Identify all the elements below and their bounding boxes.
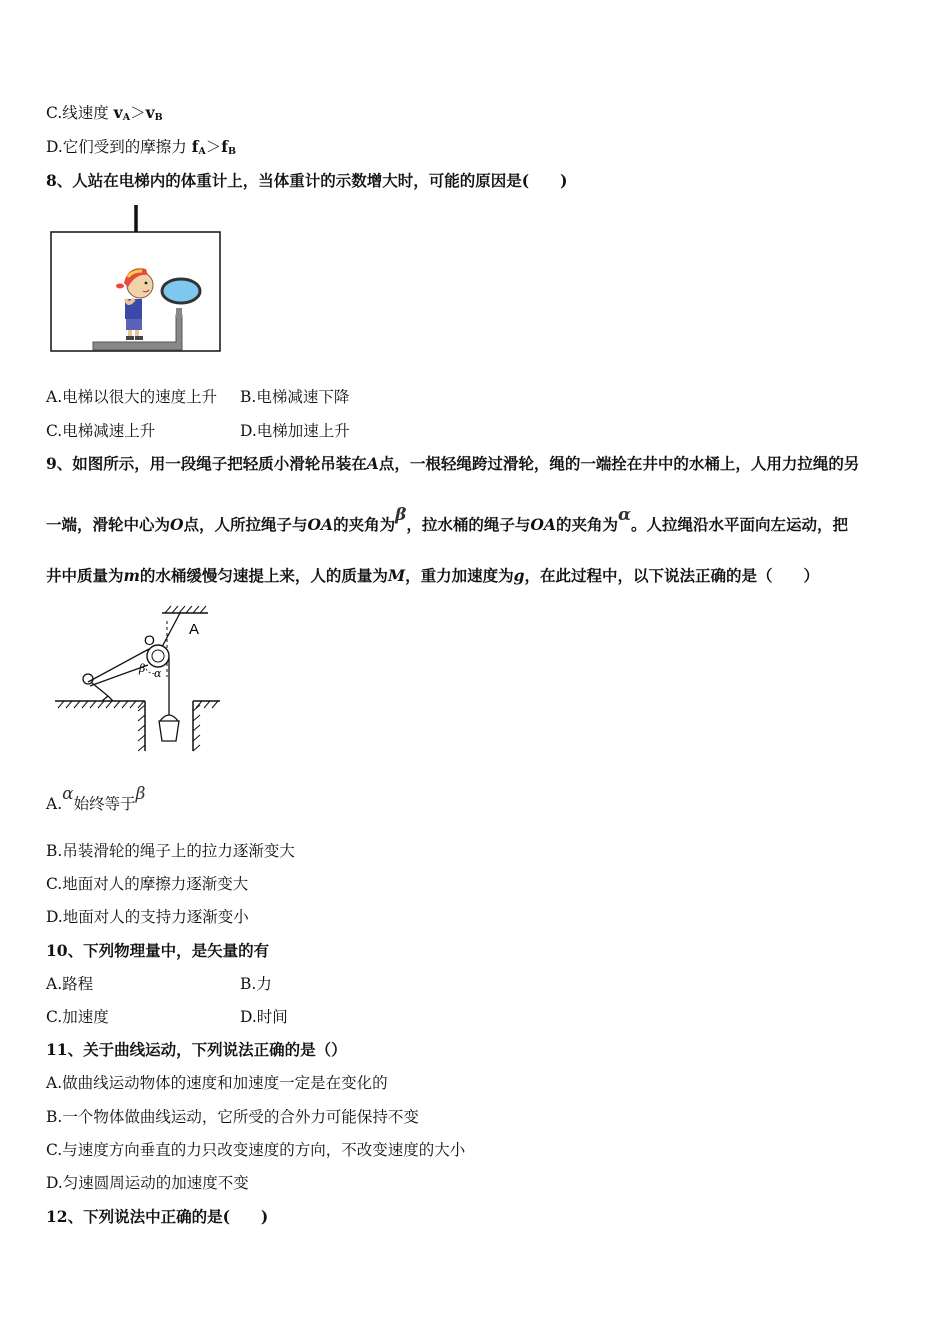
text: 井中质量为	[46, 566, 124, 585]
q9-option-d: D.地面对人的支持力逐渐变小	[46, 908, 249, 926]
alpha-symbol: α	[62, 784, 74, 804]
q8-option-a: A.电梯以很大的速度上升	[46, 388, 218, 406]
text: ，在此过程中，以下说法正确的是（ ）	[524, 566, 819, 585]
q8-elevator-figure	[48, 203, 224, 355]
var-v: v	[145, 103, 155, 122]
var-o: O	[170, 515, 184, 534]
sub-b: B	[227, 146, 236, 157]
q7-option-d	[46, 137, 236, 162]
q9-option-b: B.吊装滑轮的绳子上的拉力逐渐变大	[46, 842, 295, 860]
ceiling-hatch	[165, 606, 206, 613]
text: 的水桶缓慢匀速提上来，人的质量为	[139, 566, 388, 585]
beta-symbol: β	[395, 505, 407, 525]
var-f: f	[221, 137, 228, 156]
q10-option-c: C.加速度	[46, 1008, 109, 1026]
q11-option-a: A.做曲线运动物体的速度和加速度一定是在变化的	[46, 1074, 388, 1092]
q7-option-c	[46, 103, 163, 128]
text: 始终等于	[73, 795, 136, 813]
well-wall-left-hatch	[138, 705, 145, 751]
ground-right-hatch	[193, 701, 218, 751]
scale-stem	[176, 308, 182, 318]
hanger-rope	[162, 613, 180, 647]
text: 点，一根轻绳跨过滑轮，绳的一端拴在井中的水桶上，人用力拉绳的另	[378, 454, 860, 473]
text: 9、如图所示，用一段绳子把轻质小滑轮吊装在	[46, 454, 367, 473]
q10-option-d: D.时间	[240, 1008, 288, 1026]
label-beta: β	[139, 662, 146, 675]
sub-b: B	[154, 112, 163, 123]
q9-stem-line3	[46, 566, 819, 586]
q9-option-a	[46, 784, 146, 814]
var-big-m: M	[387, 566, 406, 585]
var-f: f	[191, 137, 199, 156]
label-a: A	[189, 621, 200, 638]
ground-left-hatch	[58, 701, 144, 708]
text: 一端，滑轮中心为	[46, 515, 171, 534]
q8-option-d: D.电梯加速上升	[240, 422, 350, 440]
text: ，重力加速度为	[405, 566, 514, 585]
q9-pulley-figure	[50, 603, 230, 755]
sub-a: A	[122, 112, 131, 123]
q7-option-c-text: C.线速度	[46, 104, 114, 122]
q10-option-b: B.力	[240, 975, 272, 993]
text: 。人拉绳沿水平面向左运动，把	[631, 515, 849, 534]
text: 的夹角为	[555, 515, 618, 534]
q9-stem-line2	[46, 505, 849, 535]
q8-option-c: C.电梯减速上升	[46, 422, 156, 440]
text: 的夹角为	[333, 515, 396, 534]
text: A.	[46, 795, 63, 813]
q11-option-d: D.匀速圆周运动的加速度不变	[46, 1174, 249, 1192]
var-oa: OA	[307, 515, 334, 534]
pulley-wheel	[147, 645, 169, 667]
scale-dial	[162, 279, 200, 303]
var-v: v	[113, 103, 123, 122]
label-o: O	[144, 632, 155, 648]
label-alpha: α	[154, 667, 162, 680]
var-a: A	[366, 454, 379, 473]
q11-option-c: C.与速度方向垂直的力只改变速度的方向，不改变速度的大小	[46, 1141, 466, 1159]
sub-a: A	[198, 146, 206, 157]
person-icon	[83, 674, 113, 701]
var-g: g	[513, 566, 525, 585]
relation-gt: ＞	[130, 104, 146, 122]
q10-stem: 10、下列物理量中，是矢量的有	[46, 941, 270, 960]
q11-option-b: B.一个物体做曲线运动，它所受的合外力可能保持不变	[46, 1108, 419, 1126]
q8-option-b: B.电梯减速下降	[240, 388, 350, 406]
text: ，拉水桶的绳子与	[406, 515, 531, 534]
q9-option-c: C.地面对人的摩擦力逐渐变大	[46, 875, 249, 893]
q10-option-a: A.路程	[46, 975, 94, 993]
beta-symbol: β	[135, 784, 146, 804]
alpha-symbol: α	[617, 505, 632, 525]
relation-gt: ＞	[205, 138, 222, 156]
q11-stem: 11、关于曲线运动，下列说法正确的是（）	[46, 1040, 347, 1059]
var-m: m	[123, 566, 140, 585]
text: 点，人所拉绳子与	[183, 515, 308, 534]
q12-stem: 12、下列说法中正确的是( )	[46, 1207, 269, 1226]
q8-stem: 8、人站在电梯内的体重计上，当体重计的示数增大时，可能的原因是( )	[46, 171, 568, 190]
bucket-icon	[159, 715, 179, 741]
q7-option-d-text: D.它们受到的摩擦力	[46, 138, 192, 156]
var-oa: OA	[530, 515, 556, 534]
q9-stem-line1	[46, 454, 859, 474]
